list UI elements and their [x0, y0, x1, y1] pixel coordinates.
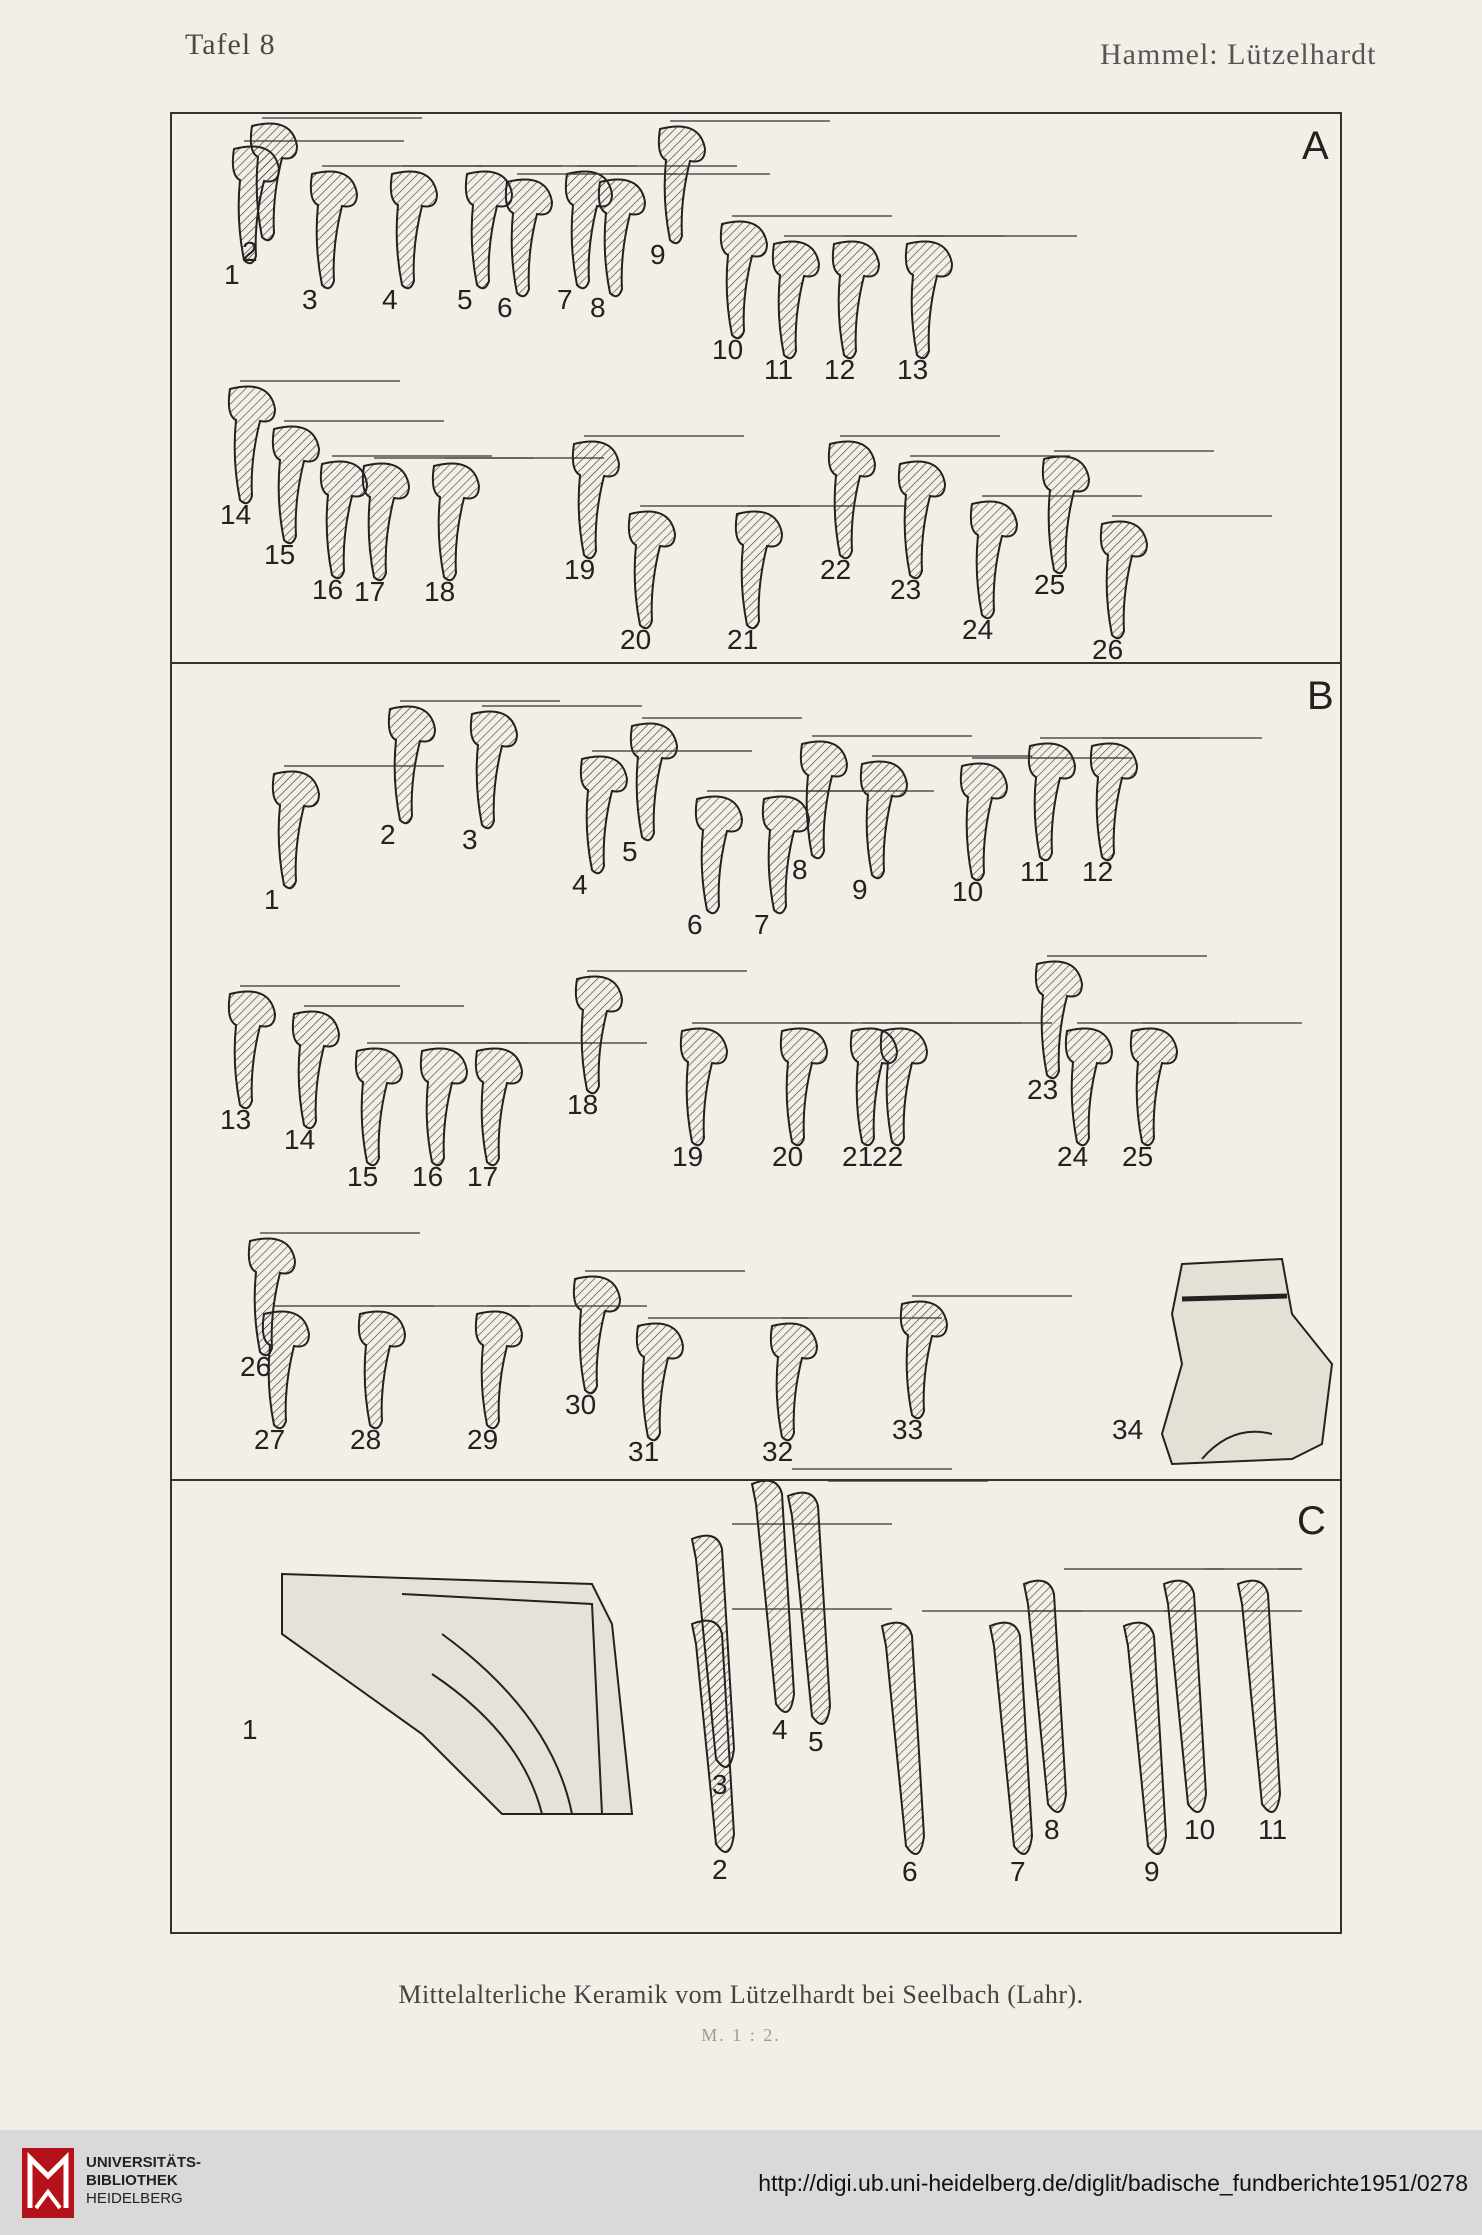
sherd-profile-a-4 — [391, 172, 437, 289]
specimen-number-c-1: 1 — [242, 1714, 258, 1745]
specimen-number-b-27: 27 — [254, 1424, 286, 1455]
sherd-profile-b-33 — [901, 1302, 947, 1419]
specimen-number-b-34: 34 — [1112, 1414, 1144, 1445]
specimen-number-a-25: 25 — [1034, 569, 1066, 600]
specimen-number-a-6: 6 — [497, 292, 513, 323]
sherd-profile-b-20 — [781, 1029, 827, 1146]
specimen-number-c-4: 4 — [772, 1714, 788, 1745]
specimen-number-a-19: 19 — [564, 554, 596, 585]
specimen-number-b-3: 3 — [462, 824, 478, 855]
sherd-profile-a-20 — [629, 512, 675, 629]
pottery-profile-drawings — [172, 114, 1340, 1932]
specimen-number-b-20: 20 — [772, 1141, 804, 1172]
specimen-number-a-14: 14 — [220, 499, 252, 530]
institution-line-2: BIBLIOTHEK — [86, 2172, 178, 2189]
specimen-number-b-6: 6 — [687, 909, 703, 940]
specimen-number-c-3: 3 — [712, 1769, 728, 1800]
specimen-number-b-13: 13 — [220, 1104, 252, 1135]
sherd-profile-b-13 — [229, 992, 275, 1109]
specimen-number-c-7: 7 — [1010, 1856, 1026, 1887]
sherd-profile-b-6 — [696, 797, 742, 914]
sherd-profile-a-14 — [229, 387, 275, 504]
sherd-profile-b-22 — [881, 1029, 927, 1146]
specimen-number-b-26: 26 — [240, 1351, 272, 1382]
specimen-number-b-7: 7 — [754, 909, 770, 940]
sherd-profile-c-9 — [1124, 1623, 1166, 1854]
specimen-number-b-16: 16 — [412, 1161, 444, 1192]
specimen-number-b-33: 33 — [892, 1414, 924, 1445]
figure-plate — [170, 112, 1342, 1934]
sherd-profile-a-6 — [506, 180, 552, 297]
sherd-profile-c-4 — [752, 1481, 794, 1712]
source-url-link[interactable]: http://digi.ub.uni-heidelberg.de/diglit/badische_fundberichte1951/0278 — [758, 2170, 1468, 2196]
sherd-profile-b-30 — [574, 1277, 620, 1394]
specimen-number-b-11: 11 — [1020, 856, 1050, 887]
specimen-number-b-1: 1 — [264, 884, 280, 915]
sherd-profile-b-19 — [681, 1029, 727, 1146]
running-head: Hammel: Lützelhardt — [1100, 38, 1377, 71]
sherd-profile-a-8 — [599, 180, 645, 297]
vessel-drawing-b34 — [1162, 1259, 1332, 1464]
specimen-number-a-16: 16 — [312, 574, 344, 605]
specimen-number-a-12: 12 — [824, 354, 856, 385]
specimen-number-b-30: 30 — [565, 1389, 597, 1420]
sherd-profile-a-24 — [971, 502, 1017, 619]
sherd-profile-c-10 — [1164, 1581, 1206, 1812]
institution-line-3: HEIDELBERG — [86, 2190, 183, 2207]
specimen-number-c-2: 2 — [712, 1854, 728, 1885]
sherd-profile-b-9 — [861, 762, 907, 879]
sherd-profile-b-5 — [631, 724, 677, 841]
specimen-number-a-26: 26 — [1092, 634, 1124, 665]
specimen-number-b-10: 10 — [952, 876, 984, 907]
sherd-profile-b-15 — [356, 1049, 402, 1166]
sherd-profile-a-22 — [829, 442, 875, 559]
specimen-number-b-28: 28 — [350, 1424, 382, 1455]
sherd-profile-a-23 — [899, 462, 945, 579]
sherd-profile-c-11 — [1238, 1581, 1280, 1812]
sherd-profile-a-26 — [1101, 522, 1147, 639]
sherd-profile-b-2 — [389, 707, 435, 824]
specimen-number-b-2: 2 — [380, 819, 396, 850]
specimen-number-b-31: 31 — [628, 1436, 660, 1467]
sherd-profile-b-18 — [576, 977, 622, 1094]
sherd-profile-b-1 — [273, 772, 319, 889]
sherd-profile-b-31 — [637, 1324, 683, 1441]
sherd-profile-b-10 — [961, 764, 1007, 881]
sherd-profile-a-21 — [736, 512, 782, 629]
university-library-logo-icon — [22, 2148, 74, 2218]
specimen-number-a-8: 8 — [590, 292, 606, 323]
sherd-profile-b-29 — [476, 1312, 522, 1429]
sherd-profile-a-10 — [721, 222, 767, 339]
plate-label: Tafel 8 — [185, 28, 276, 61]
specimen-number-b-15: 15 — [347, 1161, 379, 1192]
specimen-number-a-23: 23 — [890, 574, 922, 605]
specimen-number-c-10: 10 — [1184, 1814, 1216, 1845]
specimen-number-b-17: 17 — [467, 1161, 499, 1192]
specimen-number-a-20: 20 — [620, 624, 652, 655]
specimen-number-a-10: 10 — [712, 334, 744, 365]
specimen-number-c-11: 11 — [1258, 1814, 1288, 1845]
specimen-number-a-2: 2 — [242, 236, 258, 267]
specimen-number-b-18: 18 — [567, 1089, 599, 1120]
panel-letter-a: A — [1302, 124, 1329, 168]
vessel-drawing-c1 — [282, 1574, 632, 1814]
sherd-profile-b-28 — [359, 1312, 405, 1429]
sherd-profile-b-17 — [476, 1049, 522, 1166]
figure-scale: M. 1 : 2. — [701, 2025, 781, 2045]
specimen-number-a-21: 21 — [727, 624, 759, 655]
sherd-profile-b-24 — [1066, 1029, 1112, 1146]
figure-caption: Mittelalterliche Keramik vom Lützelhardt bei Seelbach (Lahr). — [398, 1980, 1084, 2009]
specimen-number-c-5: 5 — [808, 1726, 824, 1757]
sherd-profile-a-11 — [773, 242, 819, 359]
panel-letter-c: C — [1297, 1499, 1326, 1543]
sherd-profile-b-25 — [1131, 1029, 1177, 1146]
specimen-number-a-17: 17 — [354, 576, 386, 607]
specimen-number-a-9: 9 — [650, 239, 666, 270]
sherd-profile-a-12 — [833, 242, 879, 359]
specimen-number-a-1: 1 — [224, 259, 240, 290]
specimen-number-b-12: 12 — [1082, 856, 1114, 887]
footer-bar — [0, 2130, 1482, 2235]
specimen-number-b-32: 32 — [762, 1436, 794, 1467]
specimen-number-a-11: 11 — [764, 354, 794, 385]
specimen-number-b-29: 29 — [467, 1424, 499, 1455]
specimen-number-b-22: 22 — [872, 1141, 904, 1172]
specimen-number-b-14: 14 — [284, 1124, 316, 1155]
specimen-number-a-3: 3 — [302, 284, 318, 315]
specimen-number-a-13: 13 — [897, 354, 929, 385]
sherd-profile-a-3 — [311, 172, 357, 289]
sherd-profile-a-13 — [906, 242, 952, 359]
specimen-number-a-15: 15 — [264, 539, 296, 570]
specimen-number-b-21: 21 — [842, 1141, 874, 1172]
specimen-number-c-9: 9 — [1144, 1856, 1160, 1887]
sherd-profile-b-11 — [1029, 744, 1075, 861]
sherd-profile-a-19 — [573, 442, 619, 559]
sherd-profile-a-25 — [1043, 457, 1089, 574]
specimen-number-a-5: 5 — [457, 284, 473, 315]
specimen-number-a-7: 7 — [557, 284, 573, 315]
sherd-profile-a-15 — [273, 427, 319, 544]
specimen-number-a-24: 24 — [962, 614, 994, 645]
specimen-number-a-18: 18 — [424, 576, 456, 607]
sherd-profile-b-12 — [1091, 744, 1137, 861]
specimen-number-b-4: 4 — [572, 869, 588, 900]
panel-letter-b: B — [1307, 674, 1334, 718]
sherd-profile-a-18 — [433, 464, 479, 581]
sherd-profile-a-9 — [659, 127, 705, 244]
institution-line-1: UNIVERSITÄTS- — [86, 2154, 202, 2171]
sherd-profile-c-8 — [1024, 1581, 1066, 1812]
specimen-number-b-9: 9 — [852, 874, 868, 905]
sherd-profile-a-17 — [363, 464, 409, 581]
specimen-number-b-19: 19 — [672, 1141, 704, 1172]
sherd-profile-b-3 — [471, 712, 517, 829]
sherd-profile-c-7 — [990, 1623, 1032, 1854]
sherd-profile-b-8 — [801, 742, 847, 859]
sherd-profile-a-5 — [466, 172, 512, 289]
sherd-profile-b-16 — [421, 1049, 467, 1166]
specimen-number-a-22: 22 — [820, 554, 852, 585]
sherd-profile-c-6 — [882, 1623, 924, 1854]
sherd-profile-a-16 — [321, 462, 367, 579]
specimen-number-b-25: 25 — [1122, 1141, 1154, 1172]
specimen-number-c-6: 6 — [902, 1856, 918, 1887]
specimen-number-b-5: 5 — [622, 836, 638, 867]
specimen-number-b-24: 24 — [1057, 1141, 1089, 1172]
sherd-profile-b-32 — [771, 1324, 817, 1441]
specimen-number-a-4: 4 — [382, 284, 398, 315]
institution-name — [86, 2154, 201, 2208]
specimen-number-b-23: 23 — [1027, 1074, 1059, 1105]
sherd-profile-b-14 — [293, 1012, 339, 1129]
specimen-number-b-8: 8 — [792, 854, 808, 885]
specimen-number-c-8: 8 — [1044, 1814, 1060, 1845]
sherd-profile-b-4 — [581, 757, 627, 874]
